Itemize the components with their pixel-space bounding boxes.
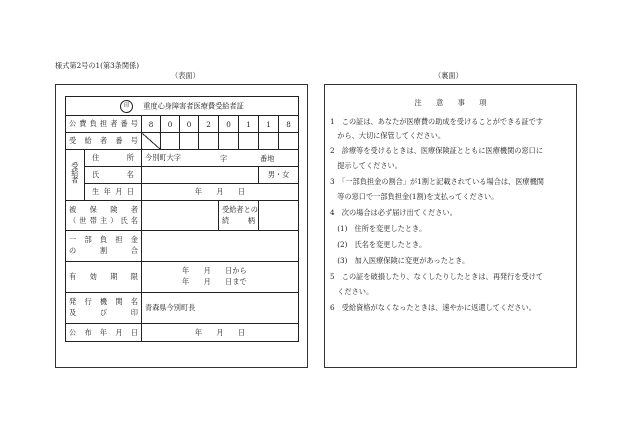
note-line: (2) 氏名を変更したとき。	[330, 240, 427, 249]
validity-label: 有効期限	[69, 272, 138, 281]
certificate-table	[65, 96, 299, 342]
validity-row	[66, 262, 299, 293]
payer-digit: 0	[161, 116, 180, 133]
recipient-digit-blank-diagonal	[142, 133, 161, 150]
address-value: 今別町大字	[145, 153, 181, 162]
published-value: 年 月 日	[142, 324, 299, 342]
note-line: 5 この証を破損したり、なくしたりしたときは、再発行を受けて	[330, 272, 544, 281]
certificate-title: 重度心身障害者医療費受給者証	[143, 101, 244, 110]
payer-number-row	[66, 116, 299, 133]
address-label: 住 所	[92, 153, 134, 162]
issuer-row	[66, 293, 299, 324]
title-row	[66, 97, 299, 116]
issuer-label-line2: 及び印	[69, 308, 138, 317]
dob-value: 年 月 日	[142, 184, 299, 201]
address-aza: 字	[220, 154, 228, 163]
dob-label: 生年月日	[92, 187, 134, 196]
relation-value[interactable]	[259, 201, 299, 231]
payer-number-label: 公費負担者番号	[69, 119, 138, 128]
dob-row	[66, 184, 299, 201]
sex-value: 男・女	[259, 167, 299, 184]
certificate-back-card	[324, 84, 577, 368]
notes-title: 注 意 事 項	[414, 98, 487, 107]
note-line: 提示してください。	[330, 161, 402, 170]
name-value[interactable]	[142, 167, 259, 184]
payer-digit: 8	[142, 116, 161, 133]
note-line: から、大切に保管してください。	[330, 131, 446, 140]
note-line: 等の窓口で一部負担金(1割)を支払ってください。	[330, 192, 499, 201]
payer-digit: 0	[219, 116, 239, 133]
front-side-label: （表面）	[171, 71, 200, 80]
note-line: 6 受給資格がなくなったときは、速やかに返還してください。	[330, 303, 536, 312]
note-line: 2 診療等を受けるときは、医療保険証とともに医療機関の窓口に	[330, 146, 544, 155]
issuer-label-line1: 発行機関名	[69, 297, 138, 307]
insured-value[interactable]	[142, 201, 219, 231]
name-row	[66, 167, 299, 184]
note-line: 1 この証は、あなたが医療費の助成を受けることができる証です	[330, 117, 544, 126]
note-line: (1) 住所を変更したとき。	[330, 224, 427, 233]
address-row	[66, 150, 299, 167]
copay-label-line2: の割合	[69, 246, 138, 255]
recipient-number-row	[66, 133, 299, 150]
insured-label-line1: 被保険者	[69, 204, 138, 214]
note-line: 3 「一部負担金の割合」が1割と記載されている場合は、医療機関	[330, 177, 544, 186]
name-label: 氏 名	[92, 170, 134, 179]
payer-digit: 1	[259, 116, 279, 133]
certificate-front-card	[55, 84, 308, 368]
seal-mark: 印	[120, 100, 133, 113]
note-line: 4 次の場合は必ず届け出てください。	[330, 208, 457, 217]
note-line: ください。	[330, 287, 374, 296]
published-label: 公布年月日	[69, 327, 138, 337]
copay-label-line1: 一部負担金	[69, 235, 138, 245]
back-side-label: （裏面）	[434, 71, 463, 80]
payer-digit: 0	[180, 116, 199, 133]
insured-row	[66, 201, 299, 231]
issuer-value: 青森県今別町長	[142, 293, 299, 324]
recipient-number-label: 受給者番号	[69, 136, 138, 145]
recipient-group-label: 受給者	[66, 150, 85, 201]
copay-value[interactable]	[142, 231, 299, 262]
validity-to: 年 月 日まで	[182, 277, 247, 286]
validity-from: 年 月 日から	[182, 266, 247, 276]
form-number: 様式第2号の1(第3条関係)	[55, 61, 140, 70]
note-line: (3) 加入医療保険に変更があったとき。	[330, 256, 470, 265]
relation-label-line2: 続柄	[222, 215, 255, 225]
relation-label-line1: 受給者との	[222, 204, 258, 214]
copay-row	[66, 231, 299, 262]
published-row	[66, 324, 299, 342]
payer-digit: 8	[279, 116, 299, 133]
payer-digit: 1	[239, 116, 259, 133]
address-banchi: 番地	[260, 154, 275, 163]
insured-label-line2: （世帯主）氏名	[69, 215, 138, 225]
payer-digit: 2	[199, 116, 219, 133]
